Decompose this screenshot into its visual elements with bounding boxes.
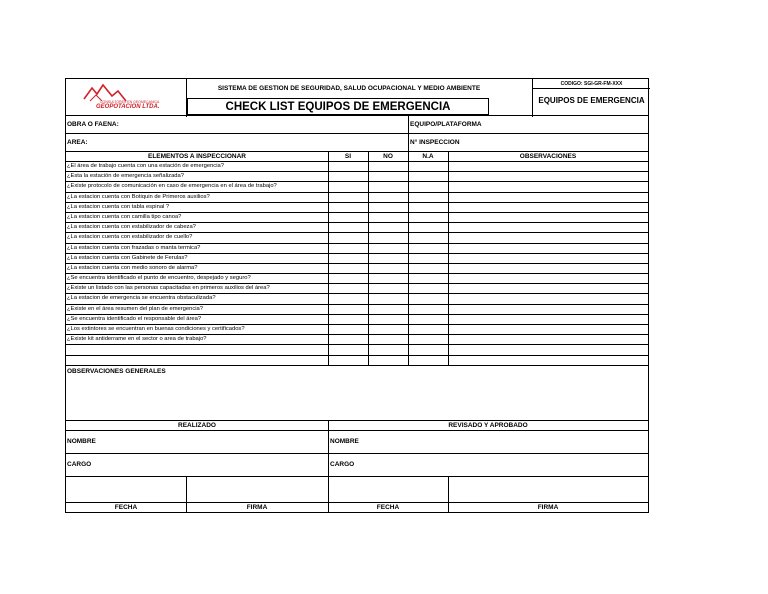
no-cell[interactable] [368, 233, 369, 242]
obra-row [65, 116, 649, 134]
table-row [65, 182, 649, 192]
form-header [65, 78, 649, 116]
fecha-firma-row [65, 503, 649, 513]
table-row [65, 254, 649, 264]
observaciones-cell[interactable] [448, 335, 449, 344]
no-cell[interactable] [368, 172, 369, 181]
table-row [65, 233, 649, 243]
observaciones-cell[interactable] [448, 264, 449, 273]
si-cell[interactable] [328, 325, 329, 334]
no-cell[interactable] [368, 223, 369, 232]
table-row [65, 203, 649, 213]
no-cell[interactable] [368, 264, 369, 273]
item-text: ¿La estacion cuenta con estabilizador de cuello? [67, 234, 193, 241]
table-row [65, 223, 649, 233]
table-row [65, 294, 649, 304]
obra-label: OBRA O FAENA: [67, 121, 119, 128]
no-cell[interactable] [368, 305, 369, 314]
cargo-label-left: CARGO [67, 460, 92, 468]
table-row [65, 284, 649, 294]
fecha-label-left: FECHA [114, 503, 138, 511]
checklist-sheet [65, 78, 649, 513]
item-text: ¿La estacion cuenta con tabla espinal ? [67, 203, 170, 210]
no-cell[interactable] [368, 193, 369, 202]
na-cell[interactable] [408, 203, 409, 212]
na-cell[interactable] [408, 294, 409, 303]
na-cell[interactable] [408, 233, 409, 242]
na-cell[interactable] [408, 193, 409, 202]
observaciones-cell[interactable] [448, 325, 449, 334]
no-cell[interactable] [368, 213, 369, 222]
no-cell[interactable] [368, 274, 369, 283]
cargo-label-right: CARGO [330, 460, 355, 468]
observaciones-cell[interactable] [448, 162, 449, 171]
observaciones-cell[interactable] [448, 345, 449, 354]
revisado-label: REVISADO Y APROBADO [448, 421, 528, 429]
no-cell[interactable] [368, 182, 369, 191]
no-cell[interactable] [368, 162, 369, 171]
no-cell[interactable] [368, 254, 369, 263]
si-cell[interactable] [328, 193, 329, 202]
observaciones-cell[interactable] [448, 203, 449, 212]
no-cell[interactable] [368, 325, 369, 334]
observaciones-cell[interactable] [448, 172, 449, 181]
observaciones-cell[interactable] [448, 294, 449, 303]
item-text: ¿La estacion cuenta con medio sonoro de alarma? [67, 264, 198, 271]
table-row [65, 345, 649, 355]
item-text: ¿La estacion cuenta con camilla tipo canoa? [67, 213, 182, 220]
si-cell[interactable] [328, 264, 329, 273]
item-text: ¿Existe en el área resumen del plan de emergencia? [67, 305, 203, 312]
si-cell[interactable] [328, 244, 329, 253]
item-text: ¿Esta la estación de emergencia señalizada? [67, 173, 184, 180]
na-cell[interactable] [408, 213, 409, 222]
checklist-items [65, 162, 649, 366]
no-cell[interactable] [368, 335, 369, 344]
item-text: ¿La estacion de emergencia se encuentra obstaculizada? [67, 295, 216, 302]
table-row [65, 325, 649, 335]
si-cell[interactable] [328, 162, 329, 171]
item-text: ¿Existe un listado con las personas capacitadas en primeros auxilios del área? [67, 285, 270, 292]
document-code: CODIGO: SGI-GR-FM-XXX [532, 79, 650, 89]
table-row [65, 335, 649, 345]
col-na: N.A [422, 153, 434, 160]
table-row [65, 162, 649, 172]
observaciones-cell[interactable] [448, 305, 449, 314]
table-row [65, 172, 649, 182]
na-cell[interactable] [408, 264, 409, 273]
no-cell[interactable] [368, 294, 369, 303]
na-cell[interactable] [408, 315, 409, 324]
item-text: ¿Los extintores se encuentran en buenas condiciones y certificados? [67, 326, 245, 332]
na-cell[interactable] [408, 335, 409, 344]
na-cell[interactable] [408, 162, 409, 171]
si-cell[interactable] [328, 345, 329, 354]
col-no: NO [383, 153, 393, 160]
si-cell[interactable] [328, 315, 329, 324]
na-cell[interactable] [408, 244, 409, 253]
no-cell[interactable] [368, 345, 369, 354]
signature-header-row [65, 421, 649, 431]
observaciones-cell[interactable] [448, 233, 449, 242]
table-row [65, 305, 649, 315]
document-title: CHECK LIST EQUIPOS DE EMERGENCIA [187, 98, 489, 115]
table-header-row [65, 152, 649, 162]
mountain-logo-icon [66, 79, 186, 116]
divider [186, 477, 187, 502]
firma-label-left: FIRMA [246, 503, 268, 511]
si-cell[interactable] [328, 305, 329, 314]
si-cell[interactable] [328, 335, 329, 344]
si-cell[interactable] [328, 203, 329, 212]
si-cell[interactable] [328, 254, 329, 263]
system-title: SISTEMA DE GESTION DE SEGURIDAD, SALUD OCUPACIONAL Y MEDIO AMBIENTE [217, 85, 481, 92]
item-text: ¿Existe protocolo de comunicación en caso de emergencia en el área de trabajo? [67, 183, 277, 190]
table-row [65, 356, 649, 366]
no-cell[interactable] [368, 203, 369, 212]
na-cell[interactable] [408, 345, 409, 354]
si-cell[interactable] [328, 294, 329, 303]
inspeccion-label: N° INSPECCION [410, 139, 460, 146]
observaciones-cell[interactable] [448, 254, 449, 263]
company-name: GEOPOTACION LTDA. [96, 104, 160, 110]
company-tagline: CONSULTORES EN GEOMECANICA [100, 100, 160, 104]
observaciones-cell[interactable] [448, 315, 449, 324]
observaciones-cell[interactable] [448, 284, 449, 293]
col-observaciones: OBSERVACIONES [519, 153, 577, 160]
si-cell[interactable] [328, 182, 329, 191]
firma-label-right: FIRMA [537, 503, 559, 511]
item-text: ¿La estacion cuenta con Gabinete de Ferulas? [67, 254, 188, 261]
na-cell[interactable] [408, 356, 409, 365]
table-row [65, 213, 649, 223]
item-text: ¿La estacion cuenta con Botiquin de Primeros auxilios? [67, 193, 210, 200]
realizado-label: REALIZADO [178, 421, 216, 429]
na-cell[interactable] [408, 172, 409, 181]
no-cell[interactable] [368, 244, 369, 253]
no-cell[interactable] [368, 284, 369, 293]
table-row [65, 264, 649, 274]
observaciones-cell[interactable] [448, 223, 449, 232]
item-text: ¿Se encuentra identificado el responsable del área? [67, 315, 202, 322]
divider [408, 116, 409, 133]
observaciones-cell[interactable] [448, 274, 449, 283]
table-row [65, 244, 649, 254]
document-category: EQUIPOS DE EMERGENCIA [532, 89, 650, 117]
si-cell[interactable] [328, 213, 329, 222]
observaciones-cell[interactable] [448, 182, 449, 191]
cargo-row[interactable] [65, 454, 649, 477]
si-cell[interactable] [328, 274, 329, 283]
si-cell[interactable] [328, 223, 329, 232]
area-label: AREA: [67, 139, 88, 146]
si-cell[interactable] [328, 172, 329, 181]
na-cell[interactable] [408, 223, 409, 232]
nombre-label-right: NOMBRE [330, 437, 359, 445]
nombre-label-left: NOMBRE [67, 437, 96, 445]
table-row [65, 193, 649, 203]
equipo-label: EQUIPO/PLATAFORMA [410, 121, 482, 128]
si-cell[interactable] [328, 284, 329, 293]
divider [328, 431, 329, 453]
divider [448, 477, 449, 502]
si-cell[interactable] [328, 233, 329, 242]
na-cell[interactable] [408, 305, 409, 314]
nombre-row[interactable] [65, 431, 649, 454]
divider [328, 454, 329, 476]
observaciones-cell[interactable] [448, 213, 449, 222]
item-text: ¿La estacion cuenta con estabilizador de cabeza? [67, 224, 196, 231]
observaciones-cell[interactable] [448, 244, 449, 253]
observaciones-cell[interactable] [448, 193, 449, 202]
item-text: ¿Se encuentra identificado el punto de encuentro, despejado y seguro? [67, 275, 251, 282]
col-si: SI [344, 153, 352, 160]
item-text: ¿El área de trabajo cuenta con una estación de emergencia? [67, 163, 224, 169]
item-text: ¿La estacion cuenta con frazadas o manta termica? [67, 244, 201, 251]
observaciones-generales-label: OBSERVACIONES GENERALES [67, 367, 166, 375]
na-cell[interactable] [408, 254, 409, 263]
na-cell[interactable] [408, 274, 409, 283]
divider [408, 134, 409, 151]
na-cell[interactable] [408, 284, 409, 293]
company-logo [66, 79, 187, 117]
col-elementos: ELEMENTOS A INSPECCIONAR [148, 153, 246, 160]
na-cell[interactable] [408, 325, 409, 334]
item-text: ¿Existe kit antiderrame en el sector o area de trabajo? [67, 336, 207, 343]
table-row [65, 315, 649, 325]
no-cell[interactable] [368, 356, 369, 365]
table-row [65, 274, 649, 284]
observaciones-cell[interactable] [448, 356, 449, 365]
firma-box-row[interactable] [65, 477, 649, 503]
fecha-label-right: FECHA [376, 503, 400, 511]
si-cell[interactable] [328, 356, 329, 365]
area-row [65, 134, 649, 152]
divider [328, 477, 329, 502]
observaciones-generales-box[interactable] [65, 366, 649, 421]
no-cell[interactable] [368, 315, 369, 324]
na-cell[interactable] [408, 182, 409, 191]
